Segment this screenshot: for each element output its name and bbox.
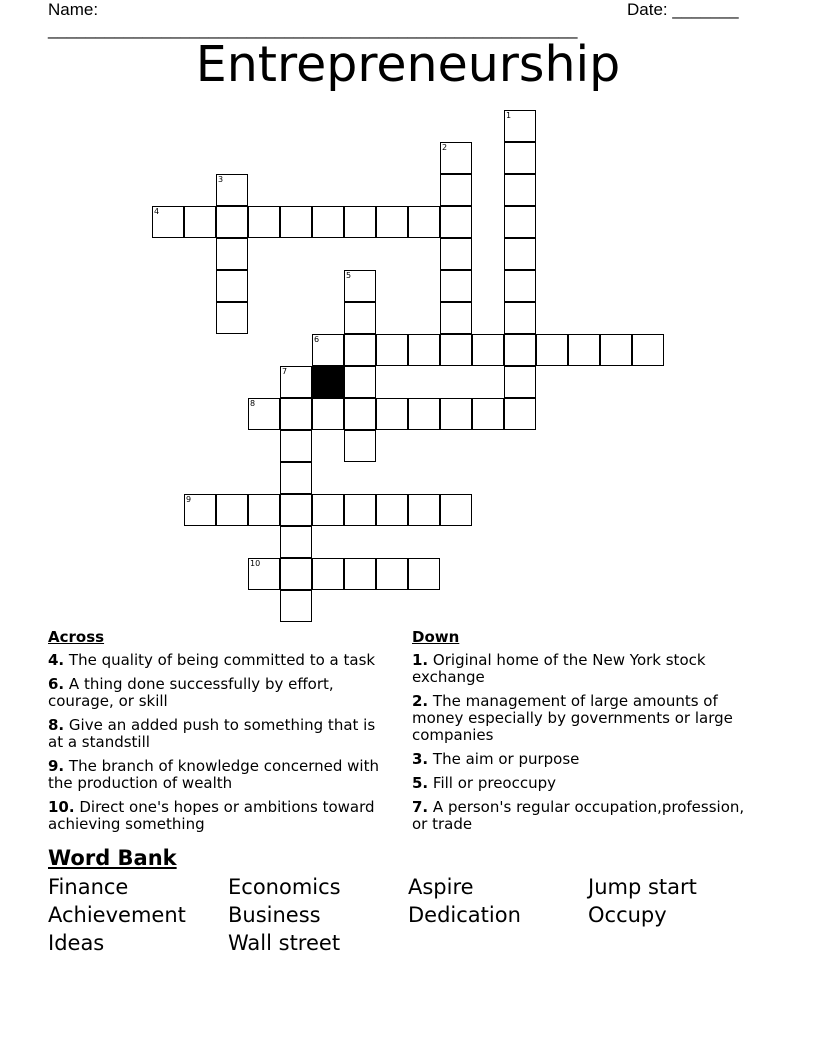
word-bank-item: Achievement: [48, 903, 186, 927]
clue-number: 10: [250, 559, 261, 568]
crossword-cell[interactable]: [440, 206, 472, 238]
crossword-cell[interactable]: [344, 430, 376, 462]
word-bank-item: Wall street: [228, 931, 341, 955]
across-clue-8: 8. Give an added push to something that is at a standstill: [48, 716, 376, 751]
crossword-cell[interactable]: [504, 334, 536, 366]
clue-number: 8: [250, 399, 256, 408]
crossword-cell[interactable]: [312, 558, 344, 590]
word-bank-item: Dedication: [408, 903, 521, 927]
crossword-cell[interactable]: [504, 206, 536, 238]
down-clue-2: 2. The management of large amounts of money especially by governments or large companies: [412, 692, 733, 744]
word-bank-item: Economics: [228, 875, 341, 899]
clue-number: 9: [186, 495, 192, 504]
crossword-cell[interactable]: [280, 590, 312, 622]
word-bank-item: Finance: [48, 875, 129, 899]
crossword-cell[interactable]: [536, 334, 568, 366]
crossword-cell[interactable]: [216, 302, 248, 334]
down-heading: Down: [412, 628, 460, 646]
crossword-cell[interactable]: [248, 206, 280, 238]
crossword-cell[interactable]: [248, 494, 280, 526]
crossword-cell[interactable]: [216, 494, 248, 526]
clue-number: 7: [282, 367, 288, 376]
crossword-cell[interactable]: [312, 398, 344, 430]
crossword-cell[interactable]: [344, 494, 376, 526]
crossword-cell[interactable]: [504, 142, 536, 174]
word-bank-item: Business: [228, 903, 321, 927]
crossword-cell[interactable]: [408, 558, 440, 590]
crossword-cell[interactable]: [504, 302, 536, 334]
crossword-cell[interactable]: [280, 206, 312, 238]
crossword-cell[interactable]: [568, 334, 600, 366]
across-clues: [48, 628, 393, 840]
name-field-label: Name: ________________________________________________________: [48, 0, 578, 39]
down-clue-7: 7. A person's regular occupation,profession, or trade: [412, 798, 745, 833]
crossword-cell[interactable]: [184, 206, 216, 238]
crossword-cell[interactable]: [504, 398, 536, 430]
crossword-cell[interactable]: [504, 238, 536, 270]
crossword-cell[interactable]: [440, 398, 472, 430]
crossword-cell[interactable]: [440, 302, 472, 334]
clue-number: 6: [314, 335, 320, 344]
crossword-cell[interactable]: [504, 270, 536, 302]
crossword-cell[interactable]: [504, 174, 536, 206]
crossword-cell[interactable]: [376, 558, 408, 590]
crossword-cell[interactable]: [216, 270, 248, 302]
word-bank-heading: Word Bank: [48, 846, 177, 870]
crossword-cell[interactable]: [280, 398, 312, 430]
word-bank-item: Jump start: [588, 875, 697, 899]
crossword-cell[interactable]: [408, 334, 440, 366]
crossword-cell[interactable]: [440, 494, 472, 526]
crossword-cell[interactable]: [408, 398, 440, 430]
crossword-cell[interactable]: [472, 398, 504, 430]
crossword-cell[interactable]: [280, 430, 312, 462]
crossword-cell[interactable]: [280, 462, 312, 494]
page-title: Entrepreneurship: [195, 36, 621, 93]
crossword-cell[interactable]: [312, 206, 344, 238]
crossword-cell[interactable]: [440, 334, 472, 366]
crossword-cell[interactable]: [344, 558, 376, 590]
crossword-cell[interactable]: [472, 334, 504, 366]
crossword-cell[interactable]: [312, 494, 344, 526]
crossword-cell[interactable]: [600, 334, 632, 366]
across-heading: Across: [48, 628, 105, 646]
crossword-cell[interactable]: [408, 206, 440, 238]
crossword-cell[interactable]: [376, 494, 408, 526]
date-field-label: Date: _______: [627, 0, 739, 19]
crossword-cell[interactable]: [440, 238, 472, 270]
word-bank-item: Ideas: [48, 931, 105, 955]
crossword-cell[interactable]: [280, 494, 312, 526]
crossword-cell[interactable]: [344, 334, 376, 366]
crossword-cell[interactable]: [376, 334, 408, 366]
clue-number: 1: [506, 111, 512, 120]
across-clue-10: 10. Direct one's hopes or ambitions toward achieving something: [48, 798, 375, 833]
down-clue-5: 5. Fill or preoccupy: [412, 774, 557, 792]
across-clue-6: 6. A thing done successfully by effort, courage, or skill: [48, 675, 334, 710]
crossword-block: [312, 366, 344, 398]
crossword-cell[interactable]: [280, 558, 312, 590]
clue-number: 2: [442, 143, 448, 152]
crossword-cell[interactable]: [440, 174, 472, 206]
crossword-cell[interactable]: [344, 302, 376, 334]
down-clue-1: 1. Original home of the New York stock exchange: [412, 651, 706, 686]
crossword-cell[interactable]: [344, 398, 376, 430]
clue-number: 3: [218, 175, 224, 184]
crossword-cell[interactable]: [216, 238, 248, 270]
crossword-cell[interactable]: [216, 206, 248, 238]
crossword-cell[interactable]: [632, 334, 664, 366]
across-clue-4: 4. The quality of being committed to a task: [48, 651, 376, 669]
crossword-cell[interactable]: [376, 398, 408, 430]
clue-number: 5: [346, 271, 352, 280]
across-clue-9: 9. The branch of knowledge concerned with the production of wealth: [48, 757, 379, 792]
crossword-cell[interactable]: [344, 206, 376, 238]
down-clues: [412, 628, 762, 840]
crossword-cell[interactable]: [376, 206, 408, 238]
crossword-cell[interactable]: [344, 366, 376, 398]
word-bank-item: Occupy: [588, 903, 667, 927]
word-bank-item: Aspire: [408, 875, 474, 899]
down-clue-3: 3. The aim or purpose: [412, 750, 580, 768]
crossword-cell[interactable]: [504, 366, 536, 398]
word-bank: [48, 846, 768, 956]
crossword-cell[interactable]: [408, 494, 440, 526]
crossword-cell[interactable]: [440, 270, 472, 302]
clue-number: 4: [154, 207, 160, 216]
crossword-cell[interactable]: [280, 526, 312, 558]
